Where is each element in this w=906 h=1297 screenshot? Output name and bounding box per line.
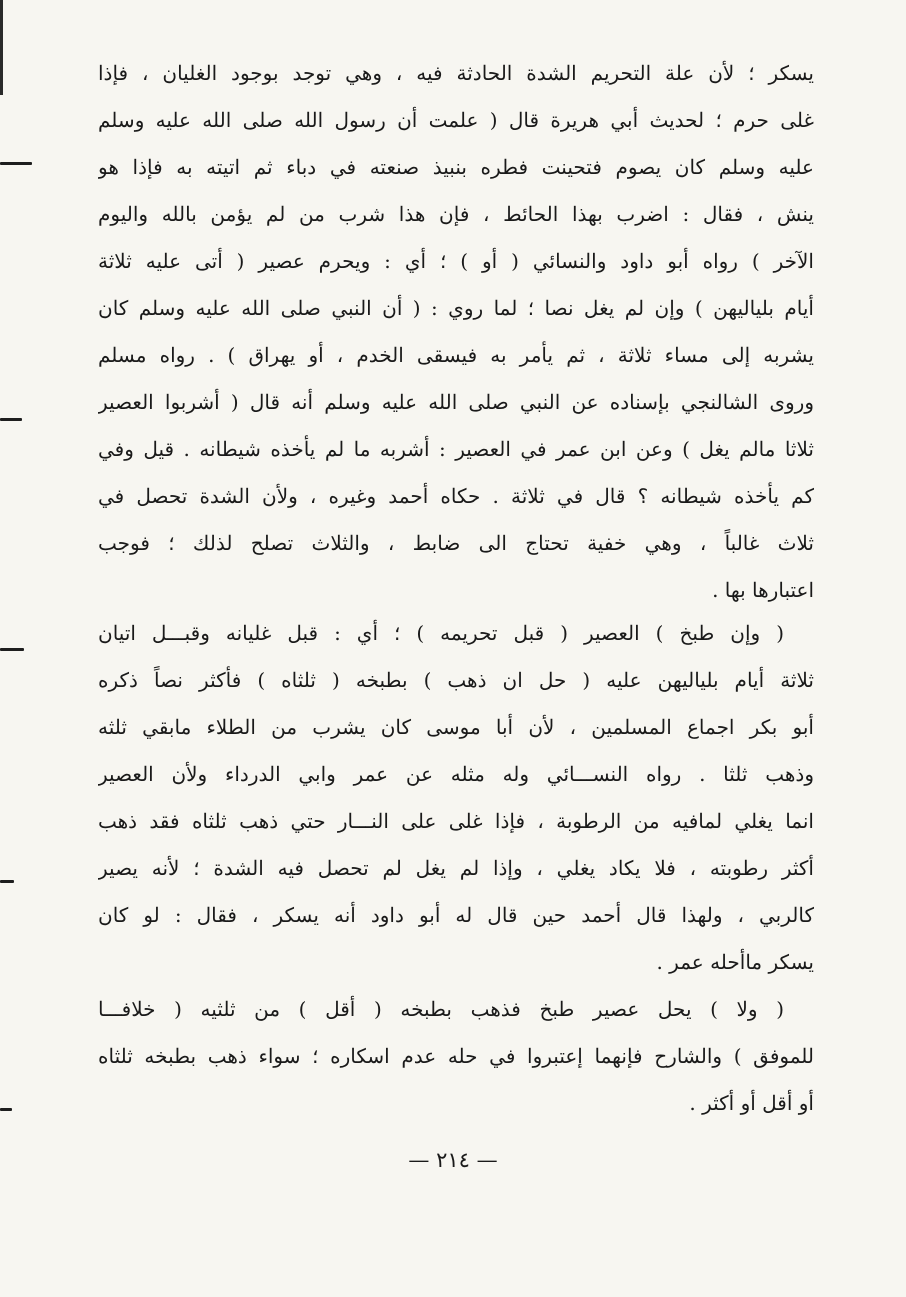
scan-edge-mark <box>0 880 14 883</box>
binding-edge <box>0 0 3 95</box>
text-line: ثلاثا مالم يغل ) وعن ابن عمر في العصير : أشربه ما لم يأخذه شيطانه . قيل وفي <box>98 437 814 461</box>
text-line: كم يأخذه شيطانه ؟ قال في ثلاثة . حكاه أحمد وغيره ، ولأن الشدة تحصل في <box>98 484 814 508</box>
text-line: يشربه إلى مساء ثلاثة ، ثم يأمر به فيسقى الخدم ، أو يهراق ) . رواه مسلم <box>98 343 814 367</box>
text-line: ثلاث غالباً ، وهي خفية تحتاج الى ضابط ، والثلاث تصلح لذلك ؛ فوجب <box>98 531 814 555</box>
text-line: يسكر ؛ لأن علة التحريم الشدة الحادثة فيه ، وهي توجد بوجود الغليان ، فإذا <box>98 61 814 85</box>
text-line: الآخر ) رواه أبو داود والنسائي ( أو ) ؛ أي : ويحرم عصير ( أتى عليه ثلاثة <box>98 249 814 273</box>
scan-edge-mark <box>0 1108 12 1111</box>
text-line: انما يغلي لمافيه من الرطوبة ، فإذا غلى على النـــار حتي ذهب ثلثاه فقد ذهب <box>98 809 814 833</box>
text-line: أيام بلياليهن ) وإن لم يغل نصا ؛ لما روي : ( أن النبي صلى الله عليه وسلم كان <box>98 296 814 320</box>
scan-edge-mark <box>0 162 32 165</box>
text-line: ينش ، فقال : اضرب بهذا الحائط ، فإن هذا شرب من لم يؤمن بالله واليوم <box>98 202 814 226</box>
text-line: ( ولا ) يحل عصير طبخ فذهب بطبخه ( أقل ) من ثلثيه ( خلافـــا <box>98 997 784 1021</box>
text-line: كالربي ، ولهذا قال أحمد حين قال له أبو داود أنه يسكر ، فقال : لو كان <box>98 903 814 927</box>
text-line: يسكر ماأحله عمر . <box>656 950 814 974</box>
scan-edge-mark <box>0 648 24 651</box>
text-line: أو أقل أو أكثر . <box>689 1091 814 1115</box>
text-line: ثلاثة أيام بلياليهن عليه ( حل ان ذهب ) بطبخه ( ثلثاه ) فأكثر نصاً ذكره <box>98 668 814 692</box>
text-line: اعتبارها بها . <box>712 578 814 602</box>
scan-edge-mark <box>0 418 22 421</box>
text-line: ( وإن طبخ ) العصير ( قبل تحريمه ) ؛ أي : قبل غليانه وقبـــل اتيان <box>98 621 784 645</box>
text-line: أكثر رطوبته ، فلا يكاد يغلي ، وإذا لم يغل لم تحصل فيه الشدة ؛ لأنه يصير <box>98 856 814 880</box>
paragraph-1 <box>98 50 814 614</box>
text-line: أبو بكر اجماع المسلمين ، لأن أبا موسى كان يشرب من الطلاء مابقي ثلثه <box>98 715 814 739</box>
text-line: للموفق ) والشارح فإنهما إعتبروا في حله عدم اسكاره ؛ سواء ذهب بطبخه ثلثاه <box>98 1044 814 1068</box>
text-line: غلى حرم ؛ لحديث أبي هريرة قال ( علمت أن رسول الله صلى الله عليه وسلم <box>98 108 814 132</box>
paragraph-3 <box>98 986 814 1127</box>
text-line: عليه وسلم كان يصوم فتحينت فطره بنبيذ صنعته في دباء ثم اتيته به فإذا هو <box>98 155 814 179</box>
page-number: — ٢١٤ — <box>408 1148 498 1172</box>
text-line: وروى الشالنجي بإسناده عن النبي صلى الله عليه وسلم أنه قال ( أشربوا العصير <box>98 390 814 414</box>
text-line: وذهب ثلثا . رواه النســـائي وله مثله عن عمر وابي الدرداء ولأن العصير <box>98 762 814 786</box>
paragraph-2 <box>98 610 814 986</box>
